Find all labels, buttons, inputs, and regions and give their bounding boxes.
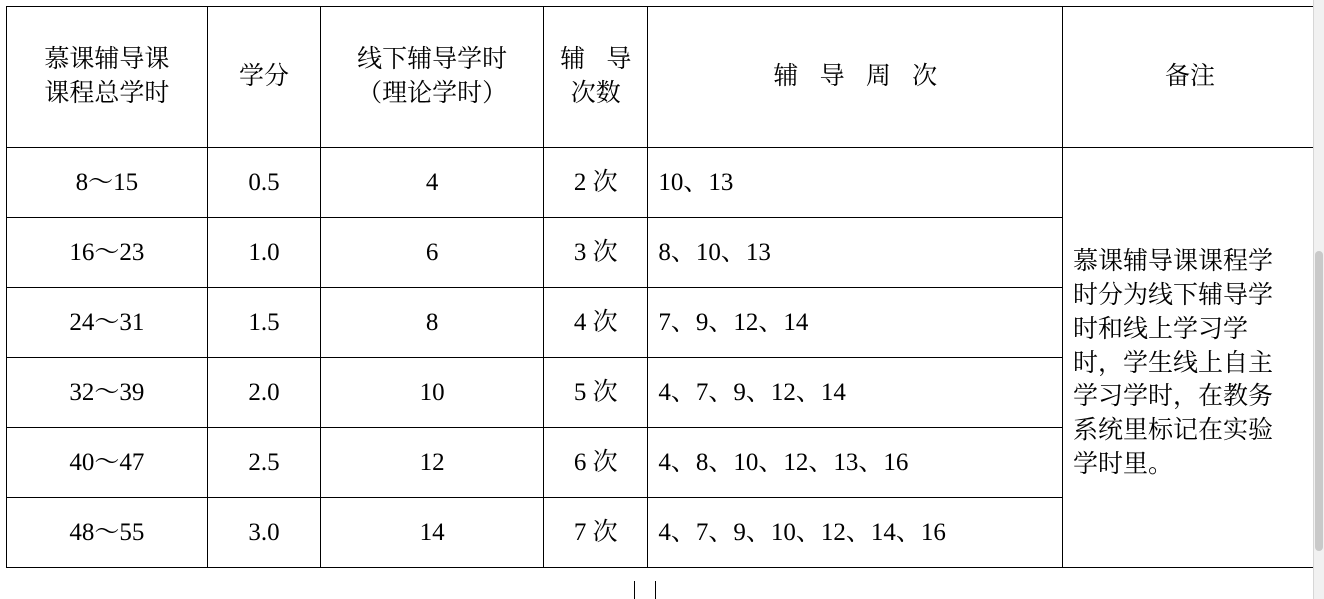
page-bottom-edge xyxy=(0,581,1324,599)
cell-weeks: 7、9、12、14 xyxy=(648,288,1063,358)
header-line: 课程总学时 xyxy=(44,80,170,107)
cell-credits: 3.0 xyxy=(207,498,320,568)
note-line: 时和线上学习学 xyxy=(1073,315,1249,343)
cell-total-hours: 40～47 xyxy=(7,428,208,498)
note-line: 慕课辅导课课程学 xyxy=(1073,248,1274,276)
cell-credits: 1.0 xyxy=(207,218,320,288)
cell-weeks: 10、13 xyxy=(648,148,1063,218)
header-cell-offline-hours xyxy=(321,7,544,148)
header-cell-note xyxy=(1063,7,1318,148)
cell-offline-hours: 8 xyxy=(321,288,544,358)
header-line: 线下辅导学时 xyxy=(357,46,508,74)
cell-sessions: 3 次 xyxy=(544,218,648,288)
header-line: 辅 导 xyxy=(560,46,639,74)
cell-total-hours: 48～55 xyxy=(7,498,208,568)
header-cell-weeks xyxy=(648,7,1063,148)
table-header-row xyxy=(7,7,1318,148)
header-line: 辅 导 周 次 xyxy=(773,63,945,91)
cell-credits: 2.5 xyxy=(207,428,320,498)
note-line: 时，学生线上自主 xyxy=(1073,349,1274,377)
header-line: 备注 xyxy=(1164,63,1215,91)
cell-total-hours: 16～23 xyxy=(7,218,208,288)
cell-total-hours: 8～15 xyxy=(7,148,208,218)
document-page xyxy=(0,6,1324,599)
cell-offline-hours: 10 xyxy=(321,358,544,428)
cell-credits: 2.0 xyxy=(207,358,320,428)
header-cell-total-hours xyxy=(7,7,208,148)
course-tutoring-table xyxy=(6,6,1318,568)
note-line: 学习学时，在教务 xyxy=(1073,383,1274,411)
cell-offline-hours: 12 xyxy=(321,428,544,498)
cell-sessions: 6 次 xyxy=(544,428,648,498)
cell-note xyxy=(1063,148,1318,568)
header-line: 学分 xyxy=(238,63,289,91)
header-line: （理论学时） xyxy=(357,80,508,107)
cell-sessions: 2 次 xyxy=(544,148,648,218)
cell-credits: 1.5 xyxy=(207,288,320,358)
header-line: 慕课辅导课 xyxy=(44,46,170,74)
scrollbar-thumb[interactable] xyxy=(1315,251,1323,551)
cell-weeks: 4、8、10、12、13、16 xyxy=(648,428,1063,498)
cell-offline-hours: 14 xyxy=(321,498,544,568)
cell-offline-hours: 4 xyxy=(321,148,544,218)
cell-total-hours: 32～39 xyxy=(7,358,208,428)
header-line: 次数 xyxy=(570,80,621,107)
note-line: 系统里标记在实验 xyxy=(1073,417,1274,445)
cell-total-hours: 24～31 xyxy=(7,288,208,358)
table-row xyxy=(7,148,1318,218)
cell-weeks: 4、7、9、10、12、14、16 xyxy=(648,498,1063,568)
header-cell-credits xyxy=(207,7,320,148)
note-line: 学时里。 xyxy=(1073,450,1174,478)
cell-weeks: 8、10、13 xyxy=(648,218,1063,288)
cell-credits: 0.5 xyxy=(207,148,320,218)
cell-sessions: 5 次 xyxy=(544,358,648,428)
cell-offline-hours: 6 xyxy=(321,218,544,288)
cell-sessions: 7 次 xyxy=(544,498,648,568)
header-cell-sessions xyxy=(544,7,648,148)
note-line: 时分为线下辅导学 xyxy=(1073,282,1274,310)
table-edge-segment xyxy=(634,581,656,599)
cell-weeks: 4、7、9、12、14 xyxy=(648,358,1063,428)
cell-sessions: 4 次 xyxy=(544,288,648,358)
